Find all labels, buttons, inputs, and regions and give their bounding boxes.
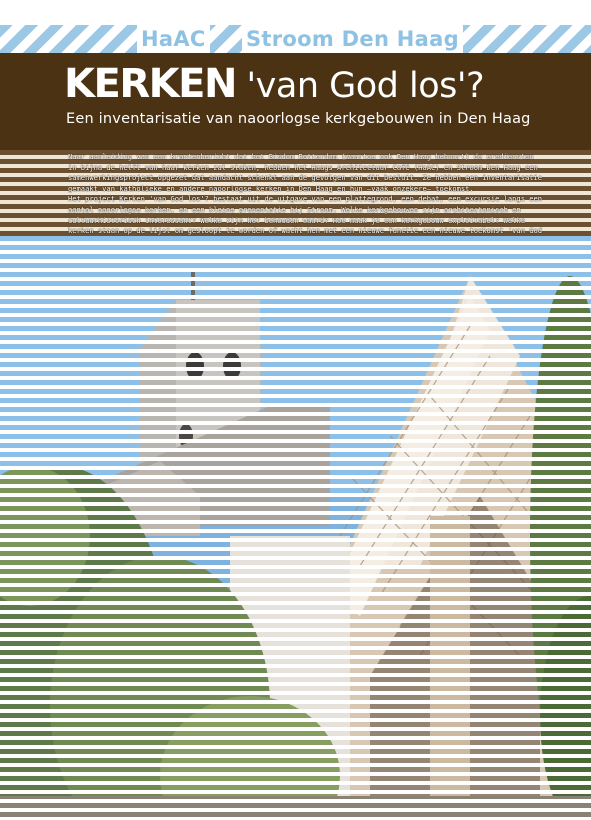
intro-text [68, 152, 546, 247]
intro-paragraph-1: Naar aanleiding van een krantenbericht dat het Bisdom Rotterdam (waartoe ook Den Haag behoort) de erediensten in bijna de helft van haar kerken zal staken, hebben het Haags Architectuur Café (HaAC) en Stroom Den Haag een samenwerkingsproject opgezet dat aandacht schenkt aan de gevolgen van dit besluit. Ze hebben een inventarisatie gemaakt van katholieke en andere naoorlogse kerken in Den Haag en hun –vaak onzekere– toekomst. [68, 152, 543, 193]
intro-paragraph-2: Het project Kerken 'van God los'? bestaat uit de uitgave van een plattegrond, een debat, een excursie langs een aantal naoorlogse kerken, en een kleine presentatie bij Stroom. Welke kerkgebouwen zijn architectonisch en cultuurhistorisch interessant? Welke zijn het behouden waard? Hoe maak je een kerkgebouw exploitabel? Welke kerken staan op de lijst om gesloopt te worden of wacht hen met een nieuwe functie een nieuwe toekomst 'van God [68, 194, 543, 236]
title-rest: 'van God los'? [235, 66, 485, 106]
brand-row [0, 25, 591, 53]
page-subtitle: Een inventarisatie van naoorlogse kerkgebouwen in Den Haag [66, 111, 531, 127]
church-photo [0, 236, 591, 820]
brand-haac: HaAC [137, 25, 210, 53]
page-title [64, 62, 484, 114]
title-bold: KERKEN [64, 61, 236, 107]
scanline-overlay [0, 236, 591, 820]
brand-stroom: Stroom Den Haag [242, 25, 463, 53]
